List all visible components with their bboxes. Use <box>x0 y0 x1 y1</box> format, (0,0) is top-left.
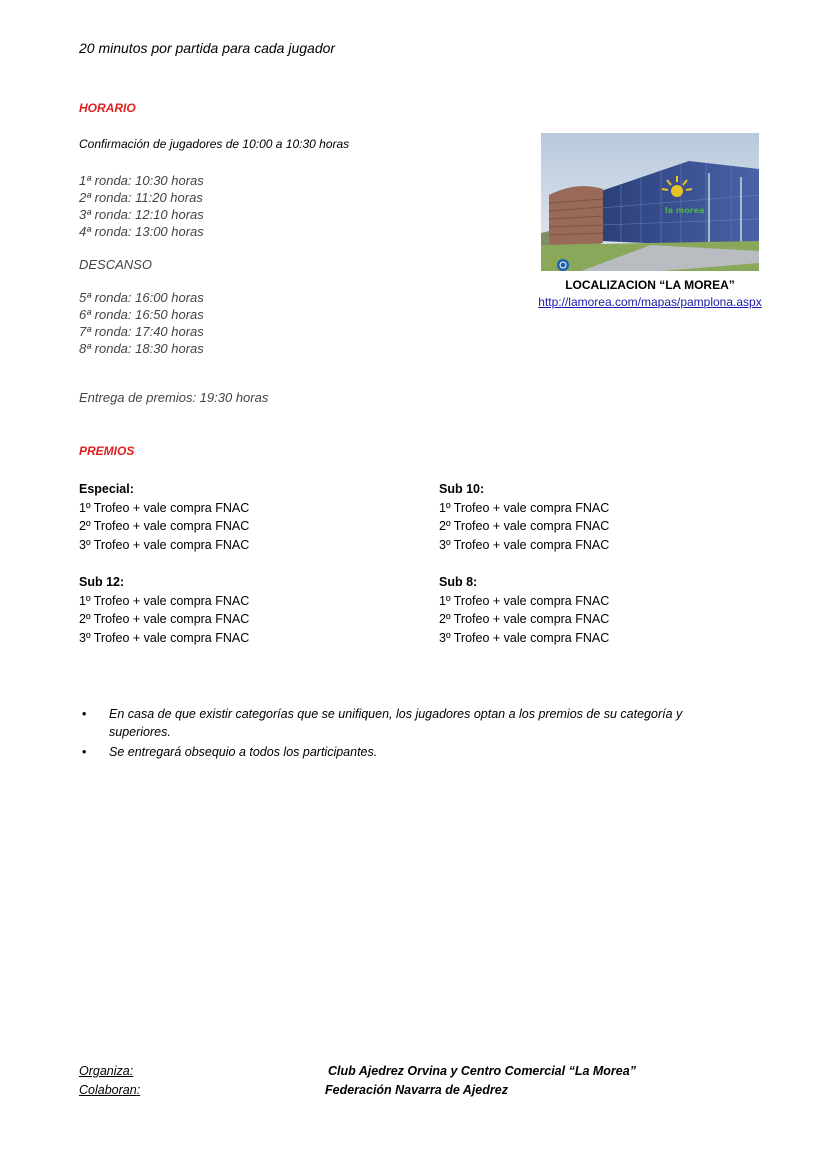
list-item <box>82 743 742 761</box>
prize-item: 1º Trofeo + vale compra FNAC <box>79 500 250 515</box>
prize-item: 2º Trofeo + vale compra FNAC <box>79 519 250 533</box>
prize-category-especial <box>79 480 249 554</box>
round-4: 4ª ronda: 13:00 horas <box>79 224 204 239</box>
prize-item: 1º Trofeo + vale compra FNAC <box>439 500 610 515</box>
organiza-text: Club Ajedrez Orvina y Centro Comercial “La Morea” <box>328 1064 636 1078</box>
rounds-morning <box>79 172 204 240</box>
prize-item: 2º Trofeo + vale compra FNAC <box>79 612 250 626</box>
category-name: Especial: <box>79 482 134 496</box>
notes-list <box>82 705 742 761</box>
prize-item: 3º Trofeo + vale compra FNAC <box>439 630 610 645</box>
confirmation-text: Confirmación de jugadores de 10:00 a 10:30 horas <box>79 137 350 151</box>
intro-text: 20 minutos por partida para cada jugador <box>79 40 336 56</box>
category-name: Sub 8: <box>439 575 478 589</box>
prize-category-sub10 <box>439 480 609 554</box>
list-item <box>82 705 742 741</box>
bullet-icon: • <box>82 745 87 759</box>
round-7: 7ª ronda: 17:40 horas <box>79 324 204 339</box>
la-morea-photo <box>541 133 759 271</box>
round-6: 6ª ronda: 16:50 horas <box>79 307 204 322</box>
colaboran-label: Colaboran <box>79 1083 137 1097</box>
prize-item: 1º Trofeo + vale compra FNAC <box>439 593 610 608</box>
prize-item: 3º Trofeo + vale compra FNAC <box>439 537 610 552</box>
round-3: 3ª ronda: 12:10 horas <box>79 207 204 222</box>
premios-title: PREMIOS <box>79 444 135 458</box>
la-morea-sign-text: la morea <box>665 206 705 215</box>
prize-category-sub12 <box>79 573 249 647</box>
round-8: 8ª ronda: 18:30 horas <box>79 341 204 356</box>
prize-category-sub8 <box>439 573 609 647</box>
prize-item: 2º Trofeo + vale compra FNAC <box>439 612 610 626</box>
location-link[interactable]: http://lamorea.com/mapas/pamplona.aspx <box>538 295 762 309</box>
prize-item: 2º Trofeo + vale compra FNAC <box>439 519 610 533</box>
note-text: En casa de que existir categorías que se unifiquen, los jugadores optan a los premios de su categoría y superiores. <box>109 707 683 739</box>
prize-item: 3º Trofeo + vale compra FNAC <box>79 537 250 552</box>
prize-item: 3º Trofeo + vale compra FNAC <box>79 630 250 645</box>
prize-item: 1º Trofeo + vale compra FNAC <box>79 593 250 608</box>
category-name: Sub 10: <box>439 482 485 496</box>
category-name: Sub 12: <box>79 575 125 589</box>
footer-colaboran-row: Colaboran: <box>79 1083 141 1097</box>
round-2: 2ª ronda: 11:20 horas <box>79 190 203 205</box>
location-label: LOCALIZACION “LA MOREA” <box>565 278 735 292</box>
descanso-text: DESCANSO <box>79 257 152 272</box>
round-5: 5ª ronda: 16:00 horas <box>79 290 204 305</box>
colaboran-text: Federación Navarra de Ajedrez <box>325 1083 508 1097</box>
round-1: 1ª ronda: 10:30 horas <box>79 173 204 188</box>
bullet-icon: • <box>82 707 87 721</box>
note-text: Se entregará obsequio a todos los participantes. <box>109 745 378 759</box>
rounds-afternoon <box>79 289 204 357</box>
organiza-label: Organiza <box>79 1064 130 1078</box>
entrega-premios: Entrega de premios: 19:30 horas <box>79 390 269 405</box>
footer-organiza-row: Organiza: <box>79 1064 134 1078</box>
organiza-value <box>328 1064 636 1078</box>
horario-title: HORARIO <box>79 101 136 115</box>
colaboran-value <box>325 1083 508 1097</box>
